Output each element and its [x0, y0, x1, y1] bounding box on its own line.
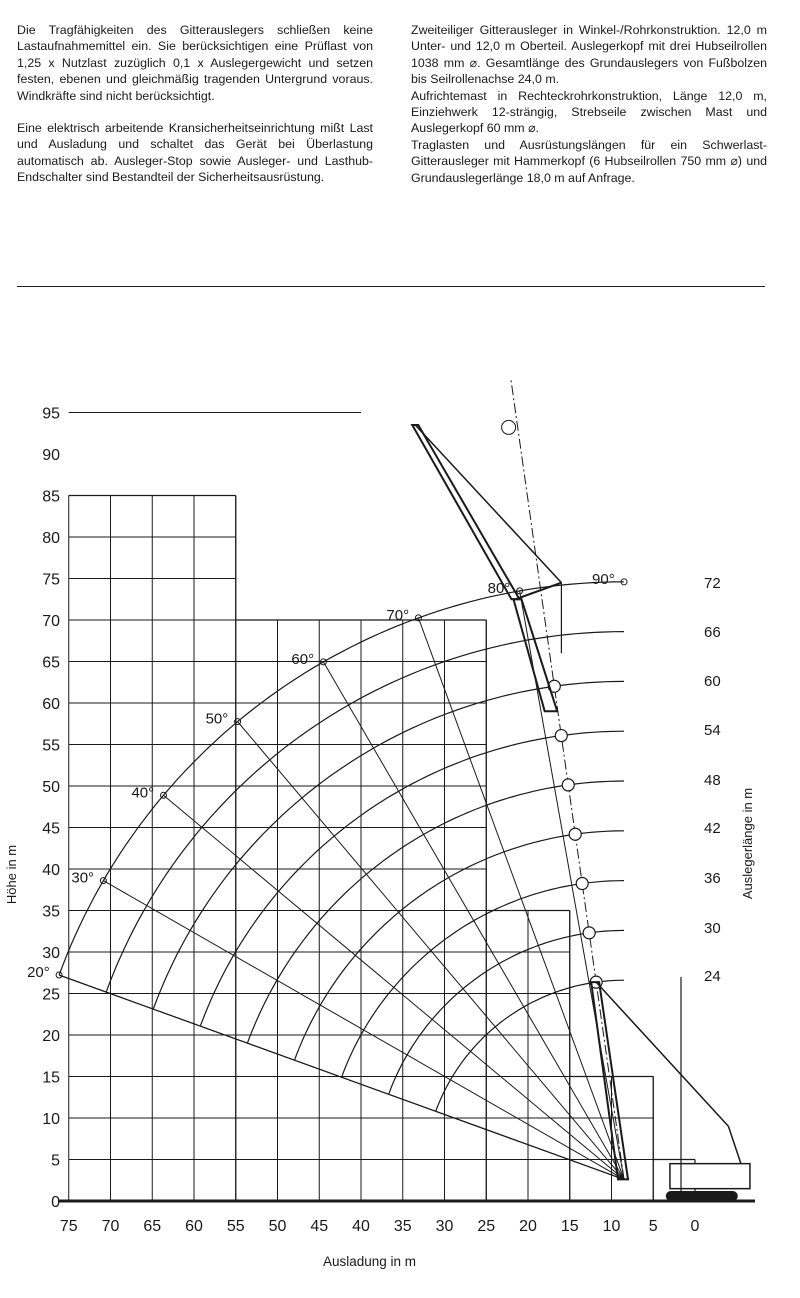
boom-length-label: 36	[704, 870, 721, 887]
chart-grid	[59, 413, 755, 1202]
y-tick-label: 90	[42, 447, 60, 464]
x-tick-label: 30	[435, 1218, 454, 1235]
x-tick-label: 55	[226, 1218, 245, 1235]
angle-label: 40°	[131, 784, 155, 802]
boom-length-label: 30	[704, 920, 721, 937]
y-tick-label: 65	[42, 654, 60, 672]
boom-length-label: 60	[704, 673, 721, 690]
paragraph-safety: Eine elektrisch arbeitende Kransicherheitseinrichtung mißt Last und Ausladung und schaltet das Gerät bei Überlastung automatisch ab. Ausleger-Stop sowie Ausleger- und Lasthub-Endschalter sind Bestandteil der Sicherheitsausrüstung.	[17, 121, 373, 185]
y-tick-label: 0	[51, 1194, 60, 1211]
fly-jib	[412, 425, 519, 599]
boom-joint-circle	[569, 828, 581, 840]
angle-label: 20°	[27, 964, 50, 982]
y-tick-label: 5	[51, 1152, 60, 1170]
angle-ray-30	[103, 881, 624, 1180]
angle-label: 60°	[291, 650, 315, 668]
boom-length-label: 48	[704, 772, 721, 789]
angle-label: 50°	[205, 710, 229, 728]
y-tick-label: 35	[42, 903, 60, 921]
boom-joint-circle	[583, 927, 595, 939]
paragraph-boom: Zweiteiliger Gitterausleger in Winkel-/Rohrkonstruktion. 12,0 m Unter- und 12,0 m Oberteil. Auslegerkopf mit drei Hubseilrollen 1038 mm ⌀. Gesamtlänge des Grundauslegers von Fußbolzen bis Seilrollenachse 24,0 m.	[411, 23, 767, 87]
text-column-left	[17, 22, 373, 202]
x-tick-label: 45	[310, 1218, 329, 1235]
paragraph-capacity: Die Tragfähigkeiten des Gitterauslegers schließen keine Lastaufnahmemittel ein. Sie berücksichtigen eine Prüflast von 1,25 x Nutzlast zuzüglich 0,1 x Auslegergewicht und setzen festen, ebenen und gleichmäßig tragenden Untergrund voraus. Windkräfte sind nicht berücksichtigt.	[17, 23, 373, 103]
y-tick-label: 40	[42, 862, 60, 879]
y-tick-label: 50	[42, 779, 60, 796]
crane-body	[670, 1164, 750, 1189]
boom-tip-circle	[502, 420, 516, 434]
boom-top-section	[513, 599, 557, 711]
y-tick-label: 75	[42, 571, 60, 589]
y-tick-label: 15	[42, 1069, 60, 1087]
boom-joint-circle	[576, 878, 588, 890]
y-tick-label: 80	[42, 530, 60, 547]
x-tick-label: 50	[268, 1218, 287, 1235]
x-tick-label: 25	[477, 1218, 496, 1235]
paragraph-mast: Aufrichtemast in Rechteckrohrkonstruktion, Länge 12,0 m, Einziehwerk 12-strängig, Strebseile zwischen Mast und Auslegerkopf 60 mm ⌀.	[411, 88, 767, 136]
y-tick-label: 70	[42, 613, 60, 630]
x-tick-label: 35	[393, 1218, 412, 1235]
boom-length-axis-title: Auslegerlänge in m	[740, 787, 756, 900]
x-tick-label: 60	[185, 1218, 203, 1235]
y-tick-label: 55	[42, 737, 60, 755]
angle-label: 80°	[487, 579, 511, 597]
y-tick-label: 45	[42, 820, 60, 838]
y-tick-label: 20	[42, 1028, 60, 1045]
x-tick-label: 15	[560, 1218, 579, 1235]
y-tick-label: 25	[42, 986, 60, 1004]
y-tick-label: 60	[42, 696, 60, 713]
x-tick-label: 0	[690, 1218, 700, 1235]
x-tick-label: 65	[143, 1218, 162, 1235]
x-tick-label: 10	[602, 1218, 621, 1235]
x-tick-label: 20	[519, 1218, 537, 1235]
angle-label: 30°	[71, 869, 95, 887]
x-tick-label: 5	[648, 1218, 658, 1235]
y-tick-label: 30	[42, 945, 60, 962]
x-tick-label: 75	[59, 1218, 78, 1235]
paragraph-heavy-lift: Traglasten und Ausrüstungslängen für ein Schwerlast-Gitterausleger mit Hammerkopf (6 Hubseilrollen 750 mm ⌀) und Grundauslegerlänge 18,0 m auf Anfrage.	[411, 137, 767, 185]
x-axis-title: Ausladung in m	[323, 1254, 417, 1269]
boom-angle-lines	[27, 571, 627, 1180]
boom-length-label: 54	[704, 722, 721, 739]
boom-20-chord	[59, 975, 624, 1179]
boom-stay	[596, 982, 728, 1126]
x-tick-label: 70	[101, 1218, 120, 1235]
boom-length-label: 42	[704, 820, 721, 837]
section-divider	[17, 286, 765, 287]
x-tick-label: 40	[352, 1218, 370, 1235]
boom-joint-circle	[555, 730, 567, 742]
angle-ray-60	[323, 662, 624, 1180]
angle-ray-70	[418, 618, 624, 1180]
y-tick-label: 95	[42, 405, 60, 423]
angle-label: 70°	[386, 606, 410, 624]
y-tick-label: 85	[42, 488, 60, 506]
boom-joint-circle	[562, 779, 574, 791]
y-axis-title: Höhe in m	[4, 844, 20, 905]
boom-length-label: 24	[704, 968, 721, 985]
y-tick-label: 10	[42, 1111, 60, 1128]
height-envelope	[69, 496, 695, 1202]
text-column-right	[411, 22, 767, 186]
crane-tracks	[666, 1191, 738, 1201]
crane-drawing	[412, 380, 750, 1201]
boom-length-label: 72	[704, 575, 721, 592]
angle-label: 90°	[592, 570, 615, 588]
boom-length-label: 66	[704, 624, 721, 641]
working-range-chart	[0, 380, 800, 1260]
